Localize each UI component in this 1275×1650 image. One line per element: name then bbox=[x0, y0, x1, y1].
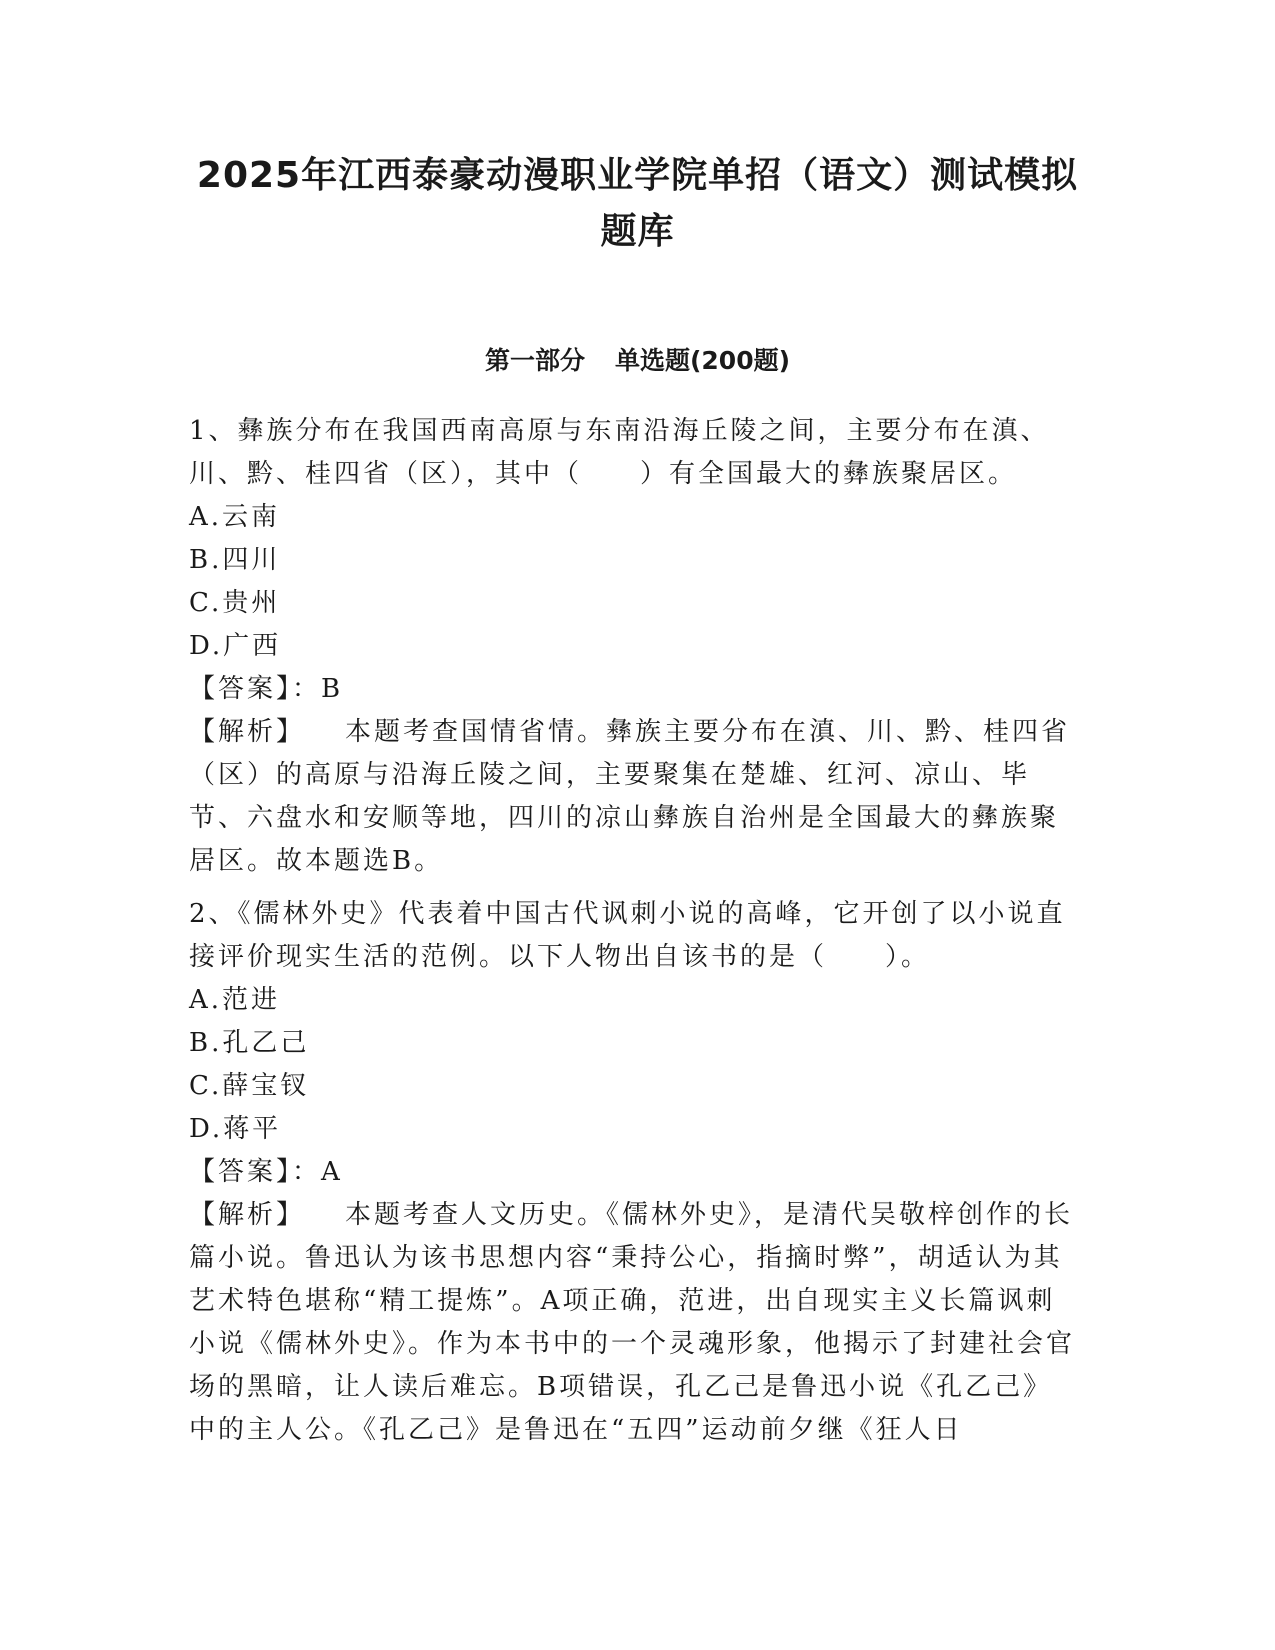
answer-label: 【答案】： bbox=[189, 674, 322, 704]
question-stem: 1、彝族分布在我国西南高原与东南沿海丘陵之间，主要分布在滇、川、黔、桂四省（区），其中（ ）有全国最大的彝族聚居区。 bbox=[189, 416, 1050, 489]
answer-value: A bbox=[321, 1157, 343, 1187]
option-d: D.蒋平 bbox=[189, 1114, 282, 1144]
section-heading-part: 第一部分 bbox=[484, 346, 585, 375]
analysis-paragraph bbox=[189, 1194, 1079, 1452]
document-title-line-1: 2025年江西泰豪动漫职业学院单招（语文）测试模拟 bbox=[196, 155, 1079, 196]
option-b: B.四川 bbox=[189, 545, 281, 575]
answer-label: 【答案】： bbox=[189, 1157, 322, 1187]
question-stem: 2、《儒林外史》代表着中国古代讽刺小说的高峰，它开创了以小说直接评价现实生活的范例。以下人物出自该书的是（ ）。 bbox=[189, 899, 1066, 972]
document-title-line-2: 题库 bbox=[600, 211, 675, 252]
answer-line bbox=[189, 668, 1079, 711]
option-a: A.云南 bbox=[189, 502, 281, 532]
analysis-label: 【解析】 bbox=[189, 1200, 306, 1230]
option-a: A.范进 bbox=[189, 985, 281, 1015]
option-d: D.广西 bbox=[189, 631, 282, 661]
answer-line bbox=[189, 1151, 1079, 1194]
option-b: B.孔乙己 bbox=[189, 1028, 310, 1058]
section-heading-type: 单选题(200题) bbox=[614, 346, 791, 375]
document-title bbox=[150, 148, 1125, 260]
analysis-text: 本题考查人文历史。《儒林外史》，是清代吴敬梓创作的长篇小说。鲁迅认为该书思想内容“秉持公心，指摘时弊”，胡适认为其艺术特色堪称“精工提炼”。A项正确，范进，出自现实主义长篇讽刺小说《儒林外史》。作为本书中的一个灵魂形象，他揭示了封建社会官场的黑暗，让人读后难忘。B项错误，孔乙己是鲁迅小说《孔乙己》中的主人公。《孔乙己》是鲁迅在“五四”运动前夕继《狂人日 bbox=[189, 1200, 1076, 1445]
analysis-paragraph bbox=[189, 711, 1079, 883]
question-2 bbox=[189, 893, 1079, 1452]
option-c: C.薛宝钗 bbox=[189, 1071, 310, 1101]
question-list bbox=[189, 410, 1079, 1462]
section-heading bbox=[150, 343, 1125, 379]
answer-value: B bbox=[321, 674, 344, 704]
option-c: C.贵州 bbox=[189, 588, 281, 618]
question-1 bbox=[189, 410, 1079, 883]
analysis-label: 【解析】 bbox=[189, 717, 306, 747]
analysis-text: 本题考查国情省情。彝族主要分布在滇、川、黔、桂四省（区）的高原与沿海丘陵之间，主要聚集在楚雄、红河、凉山、毕节、六盘水和安顺等地，四川的凉山彝族自治州是全国最大的彝族聚居区。故本题选B。 bbox=[189, 717, 1071, 876]
